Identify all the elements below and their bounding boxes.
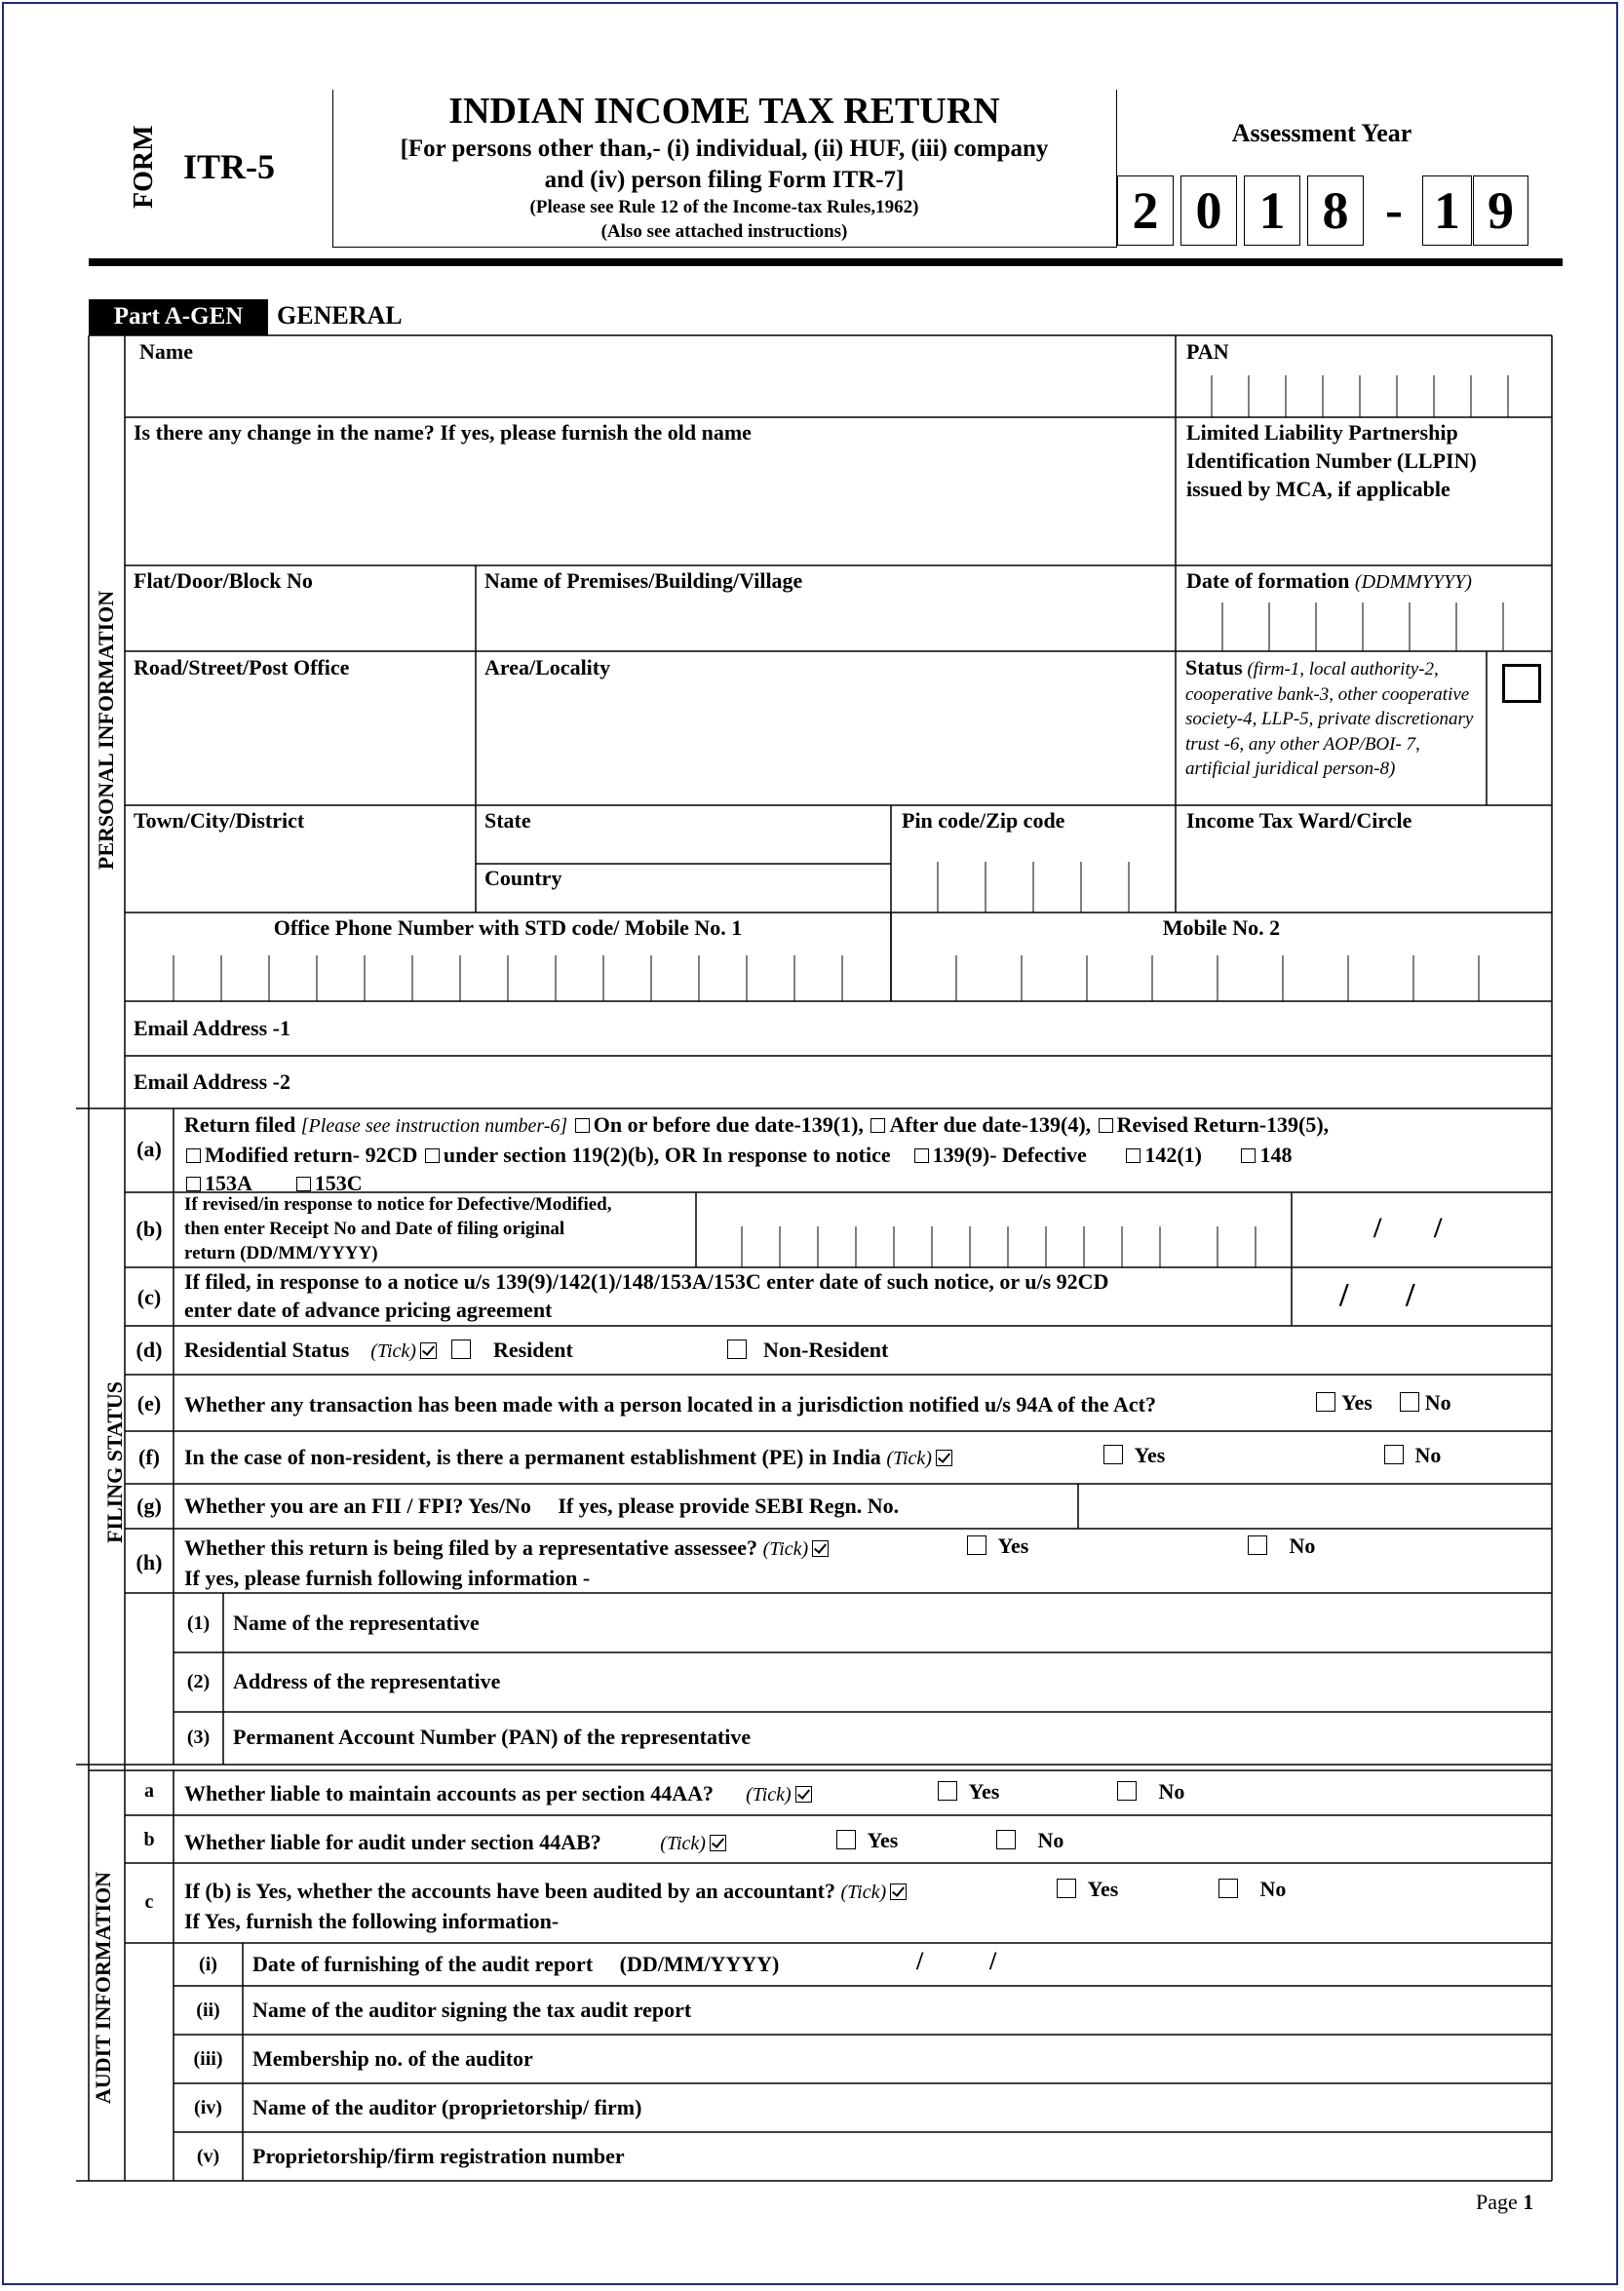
yes-label: Yes [1087,1877,1119,1901]
tick-hint: (Tick) [370,1340,416,1362]
yes-label: Yes [867,1828,899,1852]
filing-c-text: enter date of advance pricing agreement [184,1298,553,1322]
option-label: 153C [314,1171,363,1195]
tick-icon [812,1540,829,1557]
form-title: INDIAN INCOME TAX RETURN [448,91,1000,132]
filing-h-text: Whether this return is being filed by a representative assessee? [184,1535,758,1560]
status-block [1185,655,1484,782]
filing-b-letter: (b) [135,1217,163,1241]
option-label: 153A [205,1171,251,1195]
option-label: On or before due date-139(1), [593,1112,864,1137]
residential-status-row [184,1338,573,1363]
audit-item-label: Date of furnishing of the audit report (DD/MM/YYYY) [252,1952,780,1976]
resident-checkbox[interactable] [451,1340,471,1359]
pe-yes-option [1098,1443,1165,1468]
old-name-field[interactable] [127,448,1174,563]
option-label: Modified return- 92CD [205,1143,418,1167]
firm-registration-field[interactable] [702,2134,1550,2179]
audit-item-label: Name of the auditor signing the tax audit report [252,1998,692,2022]
ay-digit: 1 [1422,175,1472,246]
audit-b-yes [831,1828,898,1853]
audit-information-label: AUDIT INFORMATION [91,1871,115,2105]
flat-field[interactable] [127,597,474,649]
ay-digit: 2 [1117,175,1174,246]
rep-num: (2) [186,1671,211,1692]
no-label: No [1037,1828,1064,1852]
no-label: No [1259,1877,1287,1901]
pincode-field[interactable] [893,862,1174,911]
no-label: No [1158,1779,1185,1804]
email2-field[interactable] [331,1058,1550,1107]
tick-hint: (Tick) [886,1448,932,1469]
rep-pan-field[interactable] [848,1714,1550,1763]
tick-icon [890,1883,907,1900]
audit-item-num: (iii) [193,2048,223,2070]
rep-yes-option [961,1534,1028,1559]
yes-checkbox[interactable] [1103,1445,1123,1464]
rep-label: Address of the representative [233,1669,501,1693]
name-label: Name [139,339,193,364]
return-filed-note: [Please see instruction number-6] [300,1115,568,1137]
tick-icon [710,1835,726,1851]
rep-name-field[interactable] [546,1595,1550,1650]
no-checkbox[interactable] [1218,1879,1238,1898]
audit-a-row [184,1781,816,1806]
filing-b-text: return (DD/MM/YYYY) [184,1243,378,1263]
filing-e-letter: (e) [136,1391,162,1416]
ward-label: Income Tax Ward/Circle [1186,808,1412,833]
no-checkbox[interactable] [996,1830,1016,1849]
no-label: No [1289,1534,1316,1558]
audit-c-text-2: If Yes, furnish the following information- [184,1909,560,1933]
audit-a-text: Whether liable to maintain accounts as per section 44AA? [184,1781,715,1806]
phone-field[interactable] [127,955,889,999]
filing-h-row [184,1535,832,1561]
ay-digit: 1 [1244,175,1300,246]
filing-h-text-2: If yes, please furnish following information - [184,1566,591,1590]
name-field[interactable] [127,337,1174,415]
filing-g-letter: (g) [136,1494,162,1518]
checkbox[interactable] [296,1177,311,1191]
status-label: Status [1185,655,1243,680]
llpin-label: Limited Liability Partnership [1186,420,1458,445]
auditor-name-field[interactable] [770,1988,1550,2033]
filing-c-letter: (c) [136,1285,162,1309]
tick-icon [795,1786,812,1803]
no-checkbox[interactable] [1248,1535,1267,1555]
audit-c-yes [1051,1877,1118,1902]
audit-report-date-field[interactable] [858,1945,1550,1984]
status-checkbox[interactable] [1502,664,1541,703]
filing-h-letter: (h) [135,1550,163,1574]
pe-no-option [1378,1443,1441,1468]
phone-label: Office Phone Number with STD code/ Mobile No. 1 [273,915,743,940]
filing-a-letter: (a) [136,1137,162,1161]
sebi-regn-field[interactable] [1080,1486,1550,1527]
rep-no-option [1242,1534,1315,1559]
rep-address-field[interactable] [565,1654,1550,1710]
non-resident-checkbox[interactable] [727,1340,747,1359]
checkbox[interactable] [1099,1118,1113,1133]
residential-status-label: Residential Status [184,1338,350,1362]
page-word: Page [1476,2190,1518,2214]
filing-e-options [1310,1390,1451,1416]
dof-text: Date of formation [1186,568,1350,593]
filing-e-text: Whether any transaction has been made with a person located in a jurisdiction notified u/s 94A of the Act? [184,1392,1156,1417]
filing-f-letter: (f) [138,1445,160,1469]
page-number [1476,2190,1533,2215]
membership-no-field[interactable] [595,2037,1550,2081]
ay-digit: 9 [1473,175,1528,246]
filing-f-row [184,1445,956,1470]
state-label: State [484,808,531,833]
option-label: 139(9)- Defective [932,1143,1087,1167]
audit-item-num: (v) [196,2146,220,2167]
email1-field[interactable] [331,1003,1550,1054]
no-checkbox[interactable] [1117,1781,1137,1801]
yes-label: Yes [968,1779,1000,1804]
assessment-year-label: Assessment Year [1231,119,1412,147]
no-label: No [1414,1443,1442,1467]
checkbox[interactable] [1126,1148,1141,1163]
checkbox[interactable] [425,1148,440,1163]
option-label: 148 [1259,1143,1293,1167]
tick-hint: (Tick) [840,1882,887,1903]
page-num: 1 [1523,2190,1534,2214]
town-field[interactable] [127,836,474,911]
llpin-label: Identification Number (LLPIN) [1186,448,1477,473]
country-label: Country [484,866,562,890]
mobile2-label: Mobile No. 2 [1162,915,1281,940]
yes-checkbox[interactable] [1057,1879,1076,1898]
option-label: Revised Return-139(5), [1116,1112,1330,1137]
audit-c-row [184,1879,910,1904]
rep-num: (3) [186,1727,211,1748]
tick-icon [420,1342,437,1359]
audit-item-num: (iv) [194,2097,222,2118]
audit-c-no [1213,1877,1286,1902]
original-filing-date-field[interactable] [1294,1194,1550,1265]
notice-date-field[interactable] [1294,1269,1550,1324]
yes-checkbox[interactable] [967,1535,986,1555]
ay-digit: 0 [1180,175,1237,246]
form-subtitle-1: [For persons other than,- (i) individual, (ii) HUF, (iii) company [400,136,1049,162]
date-of-formation-field[interactable] [1178,602,1550,649]
road-label: Road/Street/Post Office [134,655,350,680]
yes-label: Yes [997,1534,1029,1558]
yes-checkbox[interactable] [938,1781,957,1801]
form-subtitle-2: and (iv) person filing Form ITR-7] [544,167,905,193]
no-checkbox[interactable] [1400,1392,1419,1412]
audit-a-letter: a [144,1780,154,1802]
audit-item-label: Proprietorship/firm registration number [252,2144,625,2168]
dof-format: (DDMMYYYY) [1354,571,1472,593]
email1-label: Email Address -1 [134,1016,290,1040]
tick-hint: (Tick) [762,1538,809,1560]
area-field[interactable] [478,682,1174,803]
audit-a-no [1111,1779,1184,1805]
audit-c-text: If (b) is Yes, whether the accounts have been audited by an accountant? [184,1879,835,1903]
audit-a-yes [932,1779,999,1805]
state-field[interactable] [546,807,889,862]
audit-item-label: Membership no. of the auditor [252,2046,533,2071]
email2-label: Email Address -2 [134,1069,290,1094]
checkbox[interactable] [1241,1148,1256,1163]
yes-checkbox[interactable] [836,1830,856,1849]
checkbox[interactable] [870,1118,885,1133]
audit-item-label: Name of the auditor (proprietorship/ firm) [252,2095,642,2119]
checkbox[interactable] [186,1148,201,1163]
receipt-number-field[interactable] [698,1194,1290,1265]
flat-label: Flat/Door/Block No [134,568,313,593]
premises-label: Name of Premises/Building/Village [484,568,803,593]
part-title: GENERAL [277,301,403,330]
filing-g-text: Whether you are an FII / FPI? Yes/No If yes, please provide SEBI Regn. No. [184,1494,900,1518]
ay-digit: 8 [1307,175,1364,246]
option-label: 142(1) [1144,1143,1202,1167]
date-of-formation-label [1186,568,1472,594]
auditor-firm-field[interactable] [721,2085,1550,2130]
town-label: Town/City/District [134,808,305,833]
return-filed-block [184,1110,1549,1197]
checkbox[interactable] [914,1148,929,1163]
filing-status-label: FILING STATUS [102,1380,127,1544]
no-checkbox[interactable] [1384,1445,1404,1464]
llpin-label: issued by MCA, if applicable [1186,477,1450,501]
rep-label: Name of the representative [233,1611,480,1635]
checkbox[interactable] [575,1118,590,1133]
form-note-2: (Also see attached instructions) [600,221,848,242]
checkbox[interactable] [186,1177,201,1191]
country-field[interactable] [575,866,889,911]
rep-num: (1) [186,1612,211,1634]
tick-icon [936,1450,952,1466]
ay-dash: - [1385,180,1403,239]
no-label: No [1424,1390,1451,1415]
tick-hint: (Tick) [660,1833,706,1854]
pan-label: PAN [1186,339,1229,364]
audit-b-no [990,1828,1063,1853]
premises-field[interactable] [478,597,1174,649]
status-detail: (firm-1, local authority-2, cooperative bank-3, other cooperative society-4, LLP-5, private discretionary trust -6, any other AOP/BOI- 7, artificial juridical person-8) [1185,659,1474,779]
return-filed-label: Return filed [184,1112,296,1137]
ward-field[interactable] [1178,836,1550,911]
pan-field[interactable] [1178,370,1550,415]
pincode-label: Pin code/Zip code [902,808,1065,833]
form-code: ITR-5 [183,147,276,186]
resident-label: Resident [492,1338,573,1362]
filing-b-text: If revised/in response to notice for Defective/Modified, [184,1194,612,1215]
personal-information-label: PERSONAL INFORMATION [94,590,118,871]
audit-b-letter: b [143,1829,155,1850]
filing-b-text: then enter Receipt No and Date of filing original [184,1219,565,1239]
non-resident-option [721,1338,888,1363]
old-name-label: Is there any change in the name? If yes, please furnish the old name [134,420,752,445]
mobile2-field[interactable] [893,955,1550,999]
tick-hint: (Tick) [746,1784,792,1806]
road-field[interactable] [127,682,474,803]
audit-item-num: (i) [199,1954,217,1975]
audit-item-num: (ii) [196,2000,220,2021]
non-resident-label: Non-Resident [763,1338,889,1362]
part-tag: Part A-GEN [89,299,268,335]
yes-label: Yes [1341,1390,1373,1415]
yes-checkbox[interactable] [1316,1392,1335,1412]
option-label: After due date-139(4), [889,1112,1092,1137]
option-label: under section 119(2)(b), OR In response to notice [443,1143,891,1167]
rep-label: Permanent Account Number (PAN) of the representative [233,1725,752,1749]
audit-b-row [184,1830,730,1855]
area-label: Area/Locality [484,655,611,680]
filing-f-text: In the case of non-resident, is there a permanent establishment (PE) in India [184,1445,881,1469]
filing-d-letter: (d) [135,1338,163,1362]
form-word: FORM [129,125,159,209]
yes-label: Yes [1134,1443,1166,1467]
form-note-1: (Please see Rule 12 of the Income-tax Rules,1962) [529,197,919,217]
audit-c-letter: c [144,1891,154,1913]
audit-b-text: Whether liable for audit under section 44AB? [184,1830,601,1854]
filing-c-text: If filed, in response to a notice u/s 139(9)/142(1)/148/153A/153C enter date of such notice, or u/s 92CD [184,1269,1109,1294]
